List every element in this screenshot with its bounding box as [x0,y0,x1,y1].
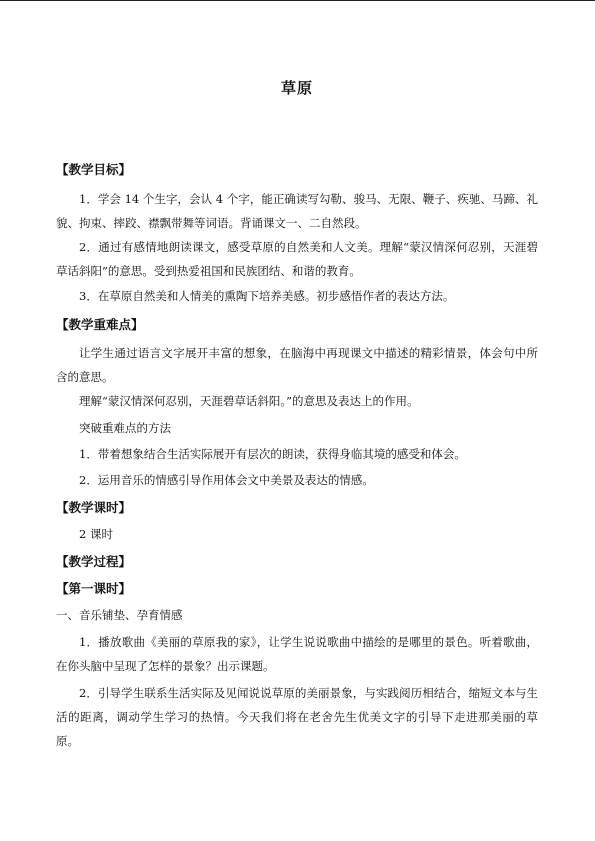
goal-item-1: 1．学会 14 个生字，会认 4 个字，能正确读写勾勒、骏马、无限、鞭子、疾驰、马蹄、礼貌、拘束、摔跤、襟飘带舞等词语。背诵课文一、二自然段。 [56,192,538,230]
key-point-2: 理解“蒙汉情深何忍别，天涯碧草话斜阳。”的意思及表达上的作用。 [79,394,419,408]
method-title: 突破重难点的方法 [79,421,171,435]
page-top-rule [0,0,595,1]
step1-item-1: 1．播放歌曲《美丽的草原我的家》，让学生说说歌曲中描绘的是哪里的景色。听着歌曲，在你头脑中呈现了怎样的景象？出示课题。 [56,635,538,673]
goals-heading: 【教学目标】 [56,162,132,177]
key-point-1: 让学生通过语言文字展开丰富的想象，在脑海中再现课文中描述的精彩情景，体会句中所含的意思。 [56,346,538,384]
method-item-1: 1．带着想象结合生活实际展开有层次的朗读，获得身临其境的感受和体会。 [79,447,466,461]
process-heading: 【教学过程】 [56,554,132,569]
first-lesson-heading: 【第一课时】 [56,581,132,596]
document-title: 草原 [280,79,313,97]
goal-item-2: 2．通过有感情地朗读课文，感受草原的自然美和人文美。理解“蒙汉情深何忍别，天涯碧草话斜阳”的意思。受到热爱祖国和民族团结、和谐的教育。 [56,240,538,278]
method-item-2: 2．运用音乐的情感引导作用体会文中美景及表达的情感。 [79,473,374,487]
goal-item-3: 3．在草原自然美和人情美的熏陶下培养美感。初步感悟作者的表达方法。 [79,289,455,303]
hours-value: 2 课时 [79,527,113,541]
step1-item-2: 2．引导学生联系生活实际及见闻说说草原的美丽景象，与实践阅历相结合，缩短文本与生活的距离，调动学生学习的热情。今天我们将在老舍先生优美文字的引导下走进那美丽的草原。 [56,686,538,748]
key-points-heading: 【教学重难点】 [56,317,144,332]
step1-title: 一、音乐铺垫、孕育情感 [56,608,183,622]
hours-heading: 【教学课时】 [56,500,132,515]
